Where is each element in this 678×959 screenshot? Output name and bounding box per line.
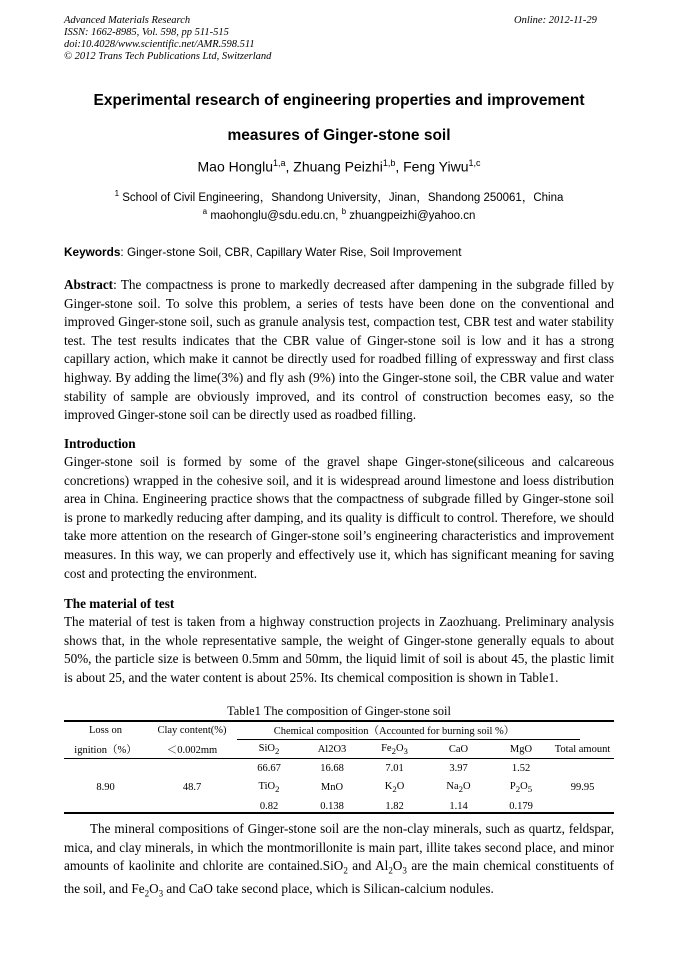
header-cell: CaO — [448, 744, 469, 755]
table-cell: 0.179 — [509, 801, 533, 812]
journal-name: Advanced Materials Research — [64, 15, 191, 26]
table-header-row — [64, 740, 614, 759]
email-b[interactable]: zhuangpeizhi@yahoo.cn — [349, 209, 476, 222]
table-cell: 7.01 — [385, 763, 404, 774]
mineral-text: and CaO take second place, which is Silican-calcium nodules. — [163, 881, 494, 897]
mineral-text: are the main chemical constituents of the soil, and Fe — [64, 858, 614, 897]
header-cell: ＜0.002mm — [166, 745, 218, 756]
header-cell: ignition（%） — [74, 745, 137, 756]
author-name: Mao Honglu — [197, 158, 273, 175]
material-paragraph: The material of test is taken from a highway construction projects in Zaozhuang. Preliminary analysis shows that, in the whole representative sample, the weight of Ginger-stone generally equals to about 50%, the particle size is between 0.5mm and 50mm, the liquid limit of soil is about 45, the plastic limit is about 25, and the water content is about 25%. Its chemical composition is shown in Table1. — [64, 614, 614, 685]
table-cell: 1.82 — [385, 801, 404, 812]
mineral-paragraph: The mineral compositions of Ginger-stone soil are the non-clay minerals, such as quartz, feldspar, mica, and clay minerals, in which the montmorillonite is main part, illite takes second place, and minor amounts of kaolinite and chlorite are contained.SiO$_2$ and $Al_2O_3$ are the main chemical constituents of the soil, and $Fe_2O_3$ and CaO take second place, which is Silican-calcium nodules. — [64, 821, 614, 900]
table-caption: Table1 The composition of Ginger-stone soil — [227, 704, 451, 718]
header-cell: Al2O3 — [317, 744, 347, 755]
composition-table — [64, 721, 614, 816]
affiliation-text: School of Civil Engineering，Shandong University，Jinan，Shandong 250061，China — [122, 192, 564, 204]
copyright-line: © 2012 Trans Tech Publications Ltd, Switzerland — [64, 51, 272, 62]
table-header-row — [64, 721, 614, 740]
online-date: Online: 2012-11-29 — [514, 15, 597, 26]
table-cell: 1.14 — [449, 801, 468, 812]
introduction-heading: Introduction — [64, 436, 136, 451]
email-sup: b — [341, 207, 347, 216]
keywords-text: : Ginger-stone Soil, CBR, Capillary Water Rise, Soil Improvement — [120, 245, 462, 259]
table-cell: $K_2O$ — [384, 780, 405, 795]
header-cell: Clay content(%) — [157, 725, 227, 736]
table-cell: 0.82 — [259, 801, 279, 812]
mineral-text: The mineral compositions of Ginger-stone soil are the non-clay minerals, such as quartz, feldspar, mica, and clay minerals, in which the montmorillonite is main part, illite takes second place, and minor amounts of kaolinite and chlorite are contained.SiO — [64, 821, 614, 874]
email-a[interactable]: maohonglu@sdu.edu.cn, — [210, 209, 339, 222]
table-cell: $P_2O_5$ — [509, 780, 533, 795]
keywords — [64, 245, 462, 259]
table-cell: 99.95 — [570, 782, 595, 793]
affiliation — [0, 189, 678, 205]
issn-line: ISSN: 1662-8985, Vol. 598, pp 511-515 — [64, 27, 229, 38]
table-cell: $Na_2O$ — [446, 780, 471, 795]
mineral-text: O — [392, 858, 403, 874]
table-cell: 3.97 — [449, 763, 468, 774]
header-cell: $Fe_2O_3$ — [381, 742, 408, 757]
header-cell: Loss on — [89, 725, 122, 736]
material-heading: The material of test — [64, 596, 175, 611]
introduction-paragraph: Ginger-stone soil is formed by some of the gravel shape Ginger-stone(siliceous and calcareous concretions) wrapped in the cohesive soil, and it is widespread around limestone and loess distribution area in China. Engineering practice shows that the compactness of subgrade filled by Ginger-stone soil is prone to markedly reducing after damping, and its quality is difficult to control. Therefore, we should take more attention on the research of Ginger-stone soil’s engineering characteristics and improvement measures. In this way, we can properly and effectively use it, which has significant meaning for saving cost and protecting the environment. — [64, 454, 614, 581]
table-cell: 16.68 — [320, 763, 344, 774]
table-cell: 8.90 — [96, 782, 115, 793]
abstract-paragraph — [64, 276, 614, 425]
header-cell: Chemical composition（Accounted for burning soil %） — [273, 726, 515, 737]
paper-title-line1: Experimental research of engineering properties and improvement — [93, 92, 585, 109]
mineral-text: O — [149, 881, 159, 897]
table-cell: TiO$_2$ — [258, 780, 280, 795]
doi-line: doi:10.4028/www.scientific.net/AMR.598.511 — [64, 39, 255, 50]
table-cell: 48.7 — [182, 782, 202, 793]
header-cell: Total amount — [554, 744, 611, 755]
header-cell: SiO$_2$ — [258, 742, 280, 757]
table-cell: MnO — [320, 782, 344, 793]
keywords-label: Keywords — [64, 245, 121, 259]
table-cell: 1.52 — [511, 763, 531, 774]
email-line — [0, 207, 678, 222]
table-row — [64, 759, 614, 778]
author-sup: 1,a — [273, 158, 286, 168]
table-cell: 66.67 — [257, 763, 281, 774]
mineral-text: and Al — [347, 858, 389, 874]
paper-title-line2: measures of Ginger-stone soil — [227, 127, 451, 144]
email-sup: a — [202, 207, 208, 216]
header-cell — [551, 721, 614, 740]
author-sup: 1,b — [382, 158, 396, 168]
header-cell: MgO — [509, 744, 533, 755]
author-sup: 1,c — [468, 158, 481, 168]
abstract-label: Abstract — [64, 277, 114, 292]
author-name: Zhuang Peizhi — [293, 158, 383, 175]
table-cell: 0.138 — [320, 801, 344, 812]
abstract-text: : The compactness is prone to markedly decreased after dampening in the subgrade filled by Ginger-stone soil. To solve this problem, a series of tests have been done on the conventional and improved Ginger-stone soil, such as granule analysis test, compaction test, CBR test and water stability test. The test results indicates that the CBR value of Ginger-stone soil is low and it has a strong capillary action, which make it cannot be directly used for roadbed filling of expressway and first class highway. By adding the lime(3%) and fly ash (9%) into the Ginger-stone soil, the CBR value and water stability of sample are obviously improved, and its control of construction becomes easy, so the improved Ginger-stone soil can be directly used as roadbed filling. — [64, 277, 614, 423]
affiliation-sup: 1 — [114, 189, 120, 199]
author-list: Mao Honglu$^{1,a}$, Zhuang Peizhi$^{1,b}$, Feng Yiwu$^{1,c}$ — [197, 158, 481, 175]
author-name: Feng Yiwu — [403, 158, 469, 175]
